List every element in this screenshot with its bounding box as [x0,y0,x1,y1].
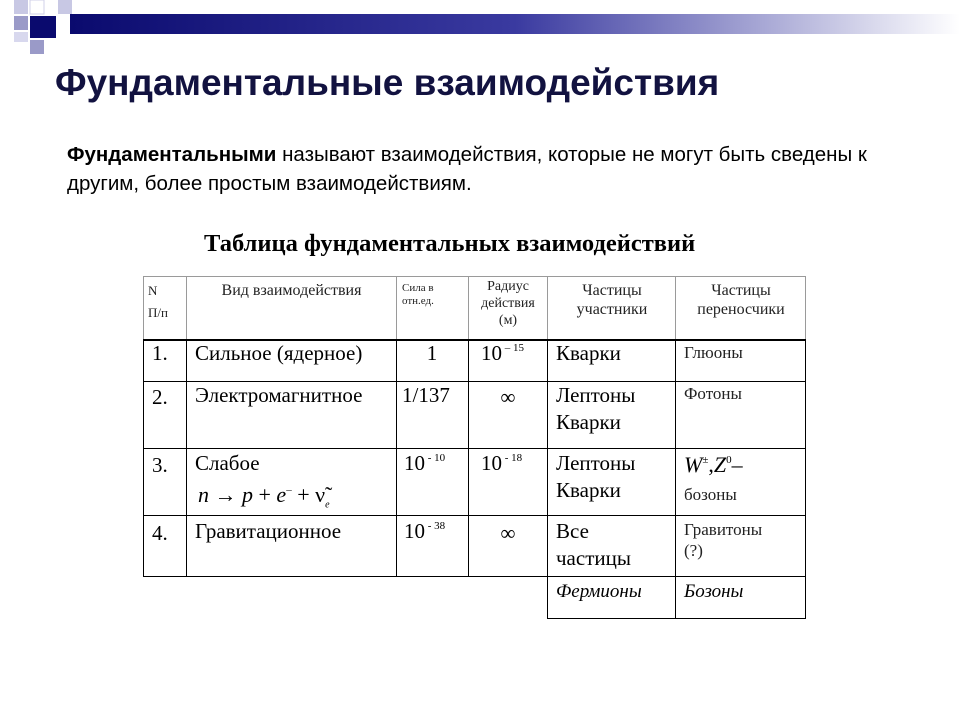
row2-participants [556,382,635,436]
body-vline [675,339,676,619]
row3-radius-exp: - 18 [502,452,523,464]
row4-radius: ∞ [500,521,516,545]
header-vline [143,276,144,340]
row1-radius-exp: – 15 [502,342,524,354]
header-vline [186,276,187,340]
formula-e-sup: – [286,484,292,496]
header-gradient-bar [70,14,960,34]
body-vline [143,339,144,577]
header-type: Вид взаимодействия [221,282,362,299]
decorative-squares-icon [0,0,80,60]
row4-carriers-line1: Гравитоны [684,520,763,539]
body-vline [468,339,469,577]
row2-carriers: Фотоны [684,384,742,403]
header-vline [396,276,397,340]
header-num [148,280,184,324]
row2-num: 2. [152,385,168,409]
carrier-dash: – [731,452,743,477]
row2-participants-line1: Лептоны [556,383,636,407]
row3-radius-base: 10 [481,451,502,475]
row3-participants-line2: Кварки [556,478,621,502]
row3-num: 3. [152,453,168,477]
row-border [143,576,806,577]
row4-force-base: 10 [404,519,425,543]
intro-paragraph [67,140,917,198]
row4-type: Гравитационное [195,519,342,543]
header-top-border [143,276,806,277]
carrier-comma: , [708,452,714,477]
header-vline [675,276,676,340]
footer-bottom-border [547,618,806,619]
body-vline [396,339,397,577]
row4-participants [556,518,631,572]
formula-nu: ν̃ [315,482,326,507]
row1-radius [481,340,524,367]
formula-plus: + [297,482,310,507]
row3-radius [481,450,522,477]
formula-n: n [198,482,209,507]
page-title: Фундаментальные взаимодействия [55,62,720,103]
carrier-w: W [684,452,703,477]
row1-type: Сильное (ядерное) [195,341,363,365]
row3-force-exp: - 10 [425,452,446,464]
header-vline [805,276,806,340]
row3-carriers-line2: бозоны [684,485,737,504]
row2-type: Электромагнитное [195,383,363,407]
formula-nu-sub: e [325,499,330,511]
row4-carriers-line2: (?) [684,541,703,560]
row2-participants-line2: Кварки [556,410,621,434]
carrier-z: Z [713,452,727,477]
header-num-line2: П/п [148,305,168,320]
formula-e: e [276,482,287,507]
header-participants: Частицы участники [576,282,648,318]
slide-decoration [0,0,960,60]
row3-participants [556,450,635,504]
header-force: Сила в отн.ед. [402,282,434,307]
row4-participants-line2: частицы [556,546,631,570]
row1-participants: Кварки [556,341,621,365]
header-num-line1: N [148,283,158,298]
row1-carriers: Глюоны [684,343,743,362]
row4-force-exp: - 38 [425,520,446,532]
carrier-z-sup: 0 [726,454,732,466]
row1-force: 1 [426,341,438,365]
table-caption: Таблица фундаментальных взаимодействий [204,230,696,257]
header-vline [468,276,469,340]
row4-participants-line1: Все [556,519,589,543]
row4-force [404,518,445,545]
row4-carriers [684,519,762,561]
arrow-right-icon: → [214,482,237,507]
footer-participants: Фермионы [556,581,642,602]
row3-type: Слабое [195,451,260,475]
row3-participants-line1: Лептоны [556,451,636,475]
carrier-w-sup: ± [702,454,709,466]
row1-radius-base: 10 [481,341,502,365]
header-carriers: Частицы переносчики [697,282,785,318]
body-vline [186,339,187,577]
row1-num: 1. [152,341,168,365]
formula-plus: + [258,482,271,507]
header-radius: Радиус действия (м) [481,279,535,328]
header-vline [547,276,548,340]
body-vline [547,339,548,619]
body-vline [805,339,806,619]
row3-carriers [684,451,743,479]
formula-p: p [242,482,253,507]
row2-force: 1/137 [402,383,450,407]
intro-text: называют взаимодействия, которые не могут быть сведены к другим, более простым взаимодействиям. [67,143,867,195]
row3-force [404,450,445,477]
row3-formula [198,481,330,518]
row2-radius: ∞ [500,385,516,409]
intro-term: Фундаментальными [67,143,277,166]
footer-carriers: Бозоны [684,581,744,602]
row3-force-base: 10 [404,451,425,475]
row4-num: 4. [152,521,168,545]
row-border [143,448,806,449]
